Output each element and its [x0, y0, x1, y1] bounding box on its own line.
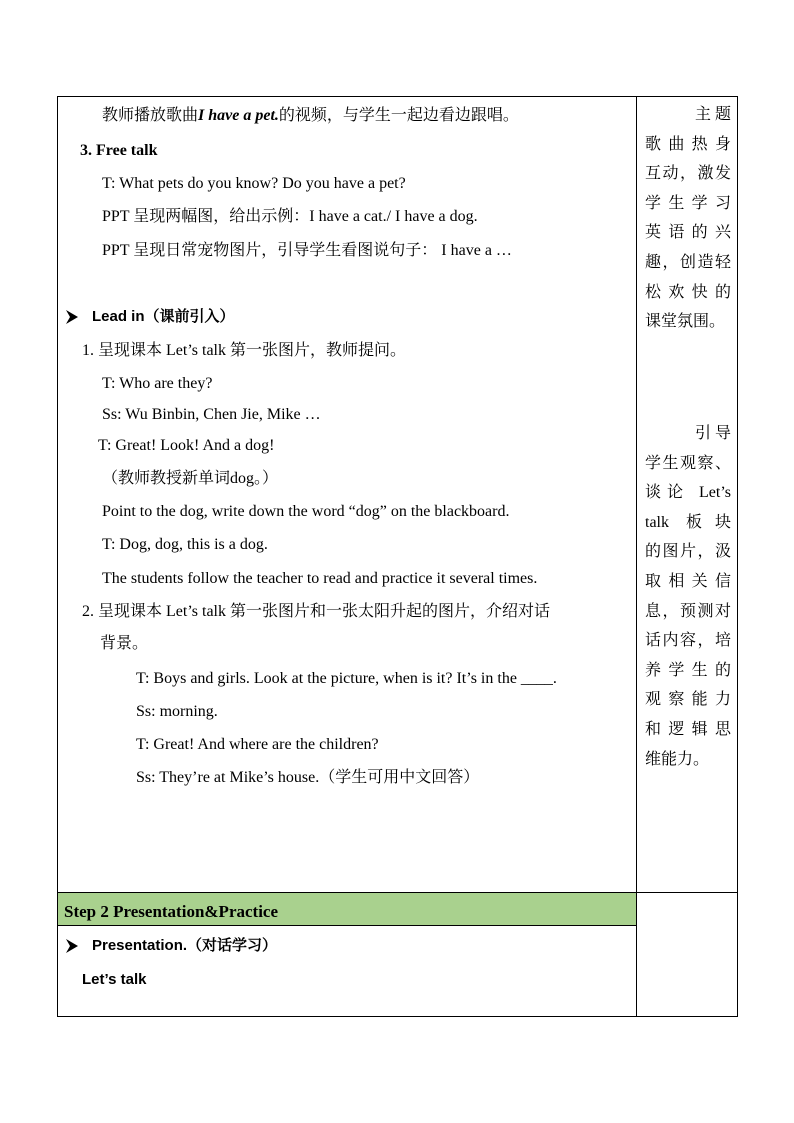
lets-talk-label: Let’s talk	[82, 971, 147, 988]
side-note-warmup	[645, 100, 733, 337]
free-talk-line: PPT 呈现日常宠物图片，引导学生看图说句子： I have a …	[102, 242, 512, 259]
side-note-line: 趣，创造轻	[645, 253, 731, 271]
lead-in-item-1-line: （教师教授新单词dog。）	[102, 470, 279, 487]
song-intro-line	[102, 106, 519, 126]
table-bottom-border	[57, 1016, 738, 1017]
lead-in-item-1-line: Point to the dog, write down the word “dog” on the blackboard.	[102, 503, 510, 520]
side-note-lead-in	[645, 419, 733, 774]
side-note-line: 松欢快的	[645, 283, 731, 301]
side-note-line: 歌曲热身	[645, 135, 731, 153]
lead-in-item-1-line: Ss: Wu Binbin, Chen Jie, Mike …	[102, 406, 321, 423]
side-note-line: 学生学习	[645, 194, 731, 212]
side-note-line: talk 板块	[645, 513, 731, 531]
side-note-line: 课堂氛围。	[645, 313, 726, 331]
song-intro-pre: 教师播放歌曲	[102, 107, 199, 124]
side-note-line: 主 题	[694, 106, 731, 123]
presentation-heading: Presentation.（对话学习）	[92, 937, 278, 954]
side-note-line: 互动，激发	[645, 165, 731, 183]
table-right-border	[737, 96, 738, 1017]
side-note-line: 谈论 Let’s	[645, 484, 731, 502]
lead-in-item-1-line: T: Great! Look! And a dog!	[98, 437, 275, 454]
step2-heading: Step 2 Presentation&Practice	[64, 902, 279, 921]
lead-in-item-2-line: Ss: They’re at Mike’s house.（学生可用中文回答）	[136, 769, 480, 786]
lead-in-item-1-line: T: Who are they?	[102, 375, 213, 392]
lead-in-item-2-line: T: Boys and girls. Look at the picture, when is it? It’s in the ____.	[136, 670, 557, 687]
side-note-line: 息，预测对	[645, 602, 731, 620]
lead-in-heading: Lead in（课前引入）	[92, 308, 235, 325]
side-note-line: 学生观察、	[645, 454, 731, 472]
side-note-line: 取相关信	[645, 572, 731, 590]
side-note-line: 话内容，培	[645, 632, 731, 650]
lead-in-item-2-line: T: Great! And where are the children?	[136, 736, 379, 753]
lead-in-item-1-line: The students follow the teacher to read and practice it several times.	[102, 570, 538, 587]
lead-in-item-2: 2. 呈现课本 Let’s talk 第一张图片和一张太阳升起的图片，介绍对话	[82, 603, 550, 620]
table-column-divider	[636, 96, 637, 1017]
arrowhead-bullet-icon	[65, 936, 79, 956]
table-left-border	[57, 96, 58, 1017]
lead-in-item-2-line: Ss: morning.	[136, 703, 218, 720]
lead-in-item-1: 1. 呈现课本 Let’s talk 第一张图片，教师提问。	[82, 342, 406, 359]
table-row-divider	[57, 892, 738, 893]
side-note-line: 引 导	[694, 425, 731, 442]
step2-header-bottom-border	[57, 925, 637, 926]
side-note-line: 的图片，汲	[645, 543, 731, 561]
side-note-line: 观察能力	[645, 691, 731, 709]
lead-in-item-1-line: T: Dog, dog, this is a dog.	[102, 536, 268, 553]
song-title: I have a pet.	[198, 107, 279, 124]
free-talk-line: PPT 呈现两幅图，给出示例：I have a cat./ I have a dog.	[102, 208, 478, 225]
lead-in-item-2-continuation: 背景。	[100, 635, 149, 652]
arrowhead-bullet-icon	[65, 307, 79, 327]
song-intro-post: 的视频，与学生一起边看边跟唱。	[278, 107, 519, 124]
free-talk-heading: 3. Free talk	[80, 142, 158, 159]
side-note-line: 英语的兴	[645, 224, 731, 242]
side-note-line: 养学生的	[645, 661, 731, 679]
side-note-line: 维能力。	[645, 750, 710, 768]
side-note-line: 和逻辑思	[645, 720, 731, 738]
free-talk-line: T: What pets do you know? Do you have a pet?	[102, 175, 406, 192]
